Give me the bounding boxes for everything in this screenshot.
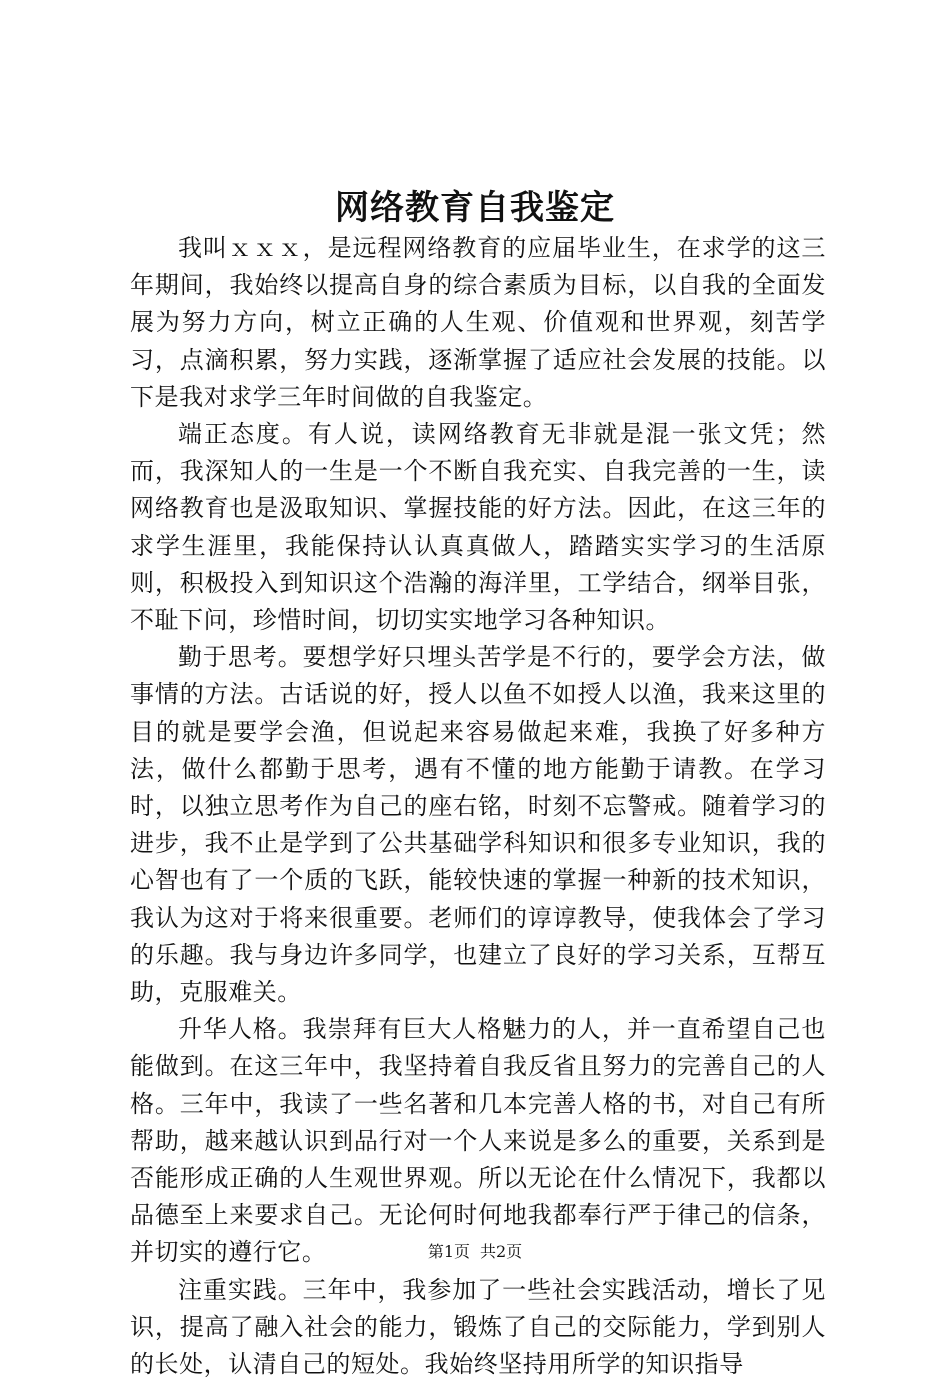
page-number: 第1页 bbox=[427, 1242, 470, 1261]
paragraph-thinking: 勤于思考。要想学好只埋头苦学是不行的，要学会方法，做事情的方法。古话说的好，授人以鱼不如授人以渔，我来这里的目的就是要学会渔，但说起来容易做起来难，我换了好多种方法，做什么都勤于思考，遇有不懂的地方能勤于请教。在学习时，以独立思考作为自己的座右铭，时刻不忘警戒。随着学习的进步，我不止是学到了公共基础学科知识和很多专业知识，我的心智也有了一个质的飞跃，能较快速的掌握一种新的技术知识，我认为这对于将来很重要。老师们的谆谆教导，使我体会了学习的乐趣。我与身边许多同学，也建立了良好的学习关系，互帮互助，克服难关。 bbox=[130, 643, 826, 1007]
paragraph-attitude: 端正态度。有人说，读网络教育无非就是混一张文凭；然而，我深知人的一生是一个不断自我充实、自我完善的一生，读网络教育也是汲取知识、掌握技能的好方法。因此，在这三年的求学生涯里，我能保持认认真真做人，踏踏实实学习的生活原则，积极投入到知识这个浩瀚的海洋里，工学结合，纲举目张，不耻下问，珍惜时间，切切实实地学习各种知识。 bbox=[130, 420, 826, 635]
page-total: 共2页 bbox=[480, 1242, 523, 1261]
paragraph-intro: 我叫ｘｘｘ，是远程网络教育的应届毕业生，在求学的这三年期间，我始终以提高自身的综合素质为目标，以自我的全面发展为努力方向，树立正确的人生观、价值观和世界观，刻苦学习，点滴积累，努力实践，逐渐掌握了适应社会发展的技能。以下是我对求学三年时间做的自我鉴定。 bbox=[130, 234, 826, 411]
document-body bbox=[130, 230, 826, 1383]
paragraph-character: 升华人格。我崇拜有巨大人格魅力的人，并一直希望自己也能做到。在这三年中，我坚持着自我反省且努力的完善自己的人格。三年中，我读了一些名著和几本完善人格的书，对自己有所帮助，越来越认识到品行对一个人来说是多么的重要，关系到是否能形成正确的人生观世界观。所以无论在什么情况下，我都以品德至上来要求自己。无论何时何地我都奉行严于律己的信条，并切实的遵行它。 bbox=[130, 1015, 826, 1267]
paragraph-practice: 注重实践。三年中，我参加了一些社会实践活动，增长了见识，提高了融入社会的能力，锻炼了自己的交际能力，学到别人的长处，认清自己的短处。我始终坚持用所学的知识指导 bbox=[130, 1275, 826, 1379]
document-title: 网络教育自我鉴定 bbox=[335, 188, 615, 228]
page-footer bbox=[0, 1240, 950, 1264]
